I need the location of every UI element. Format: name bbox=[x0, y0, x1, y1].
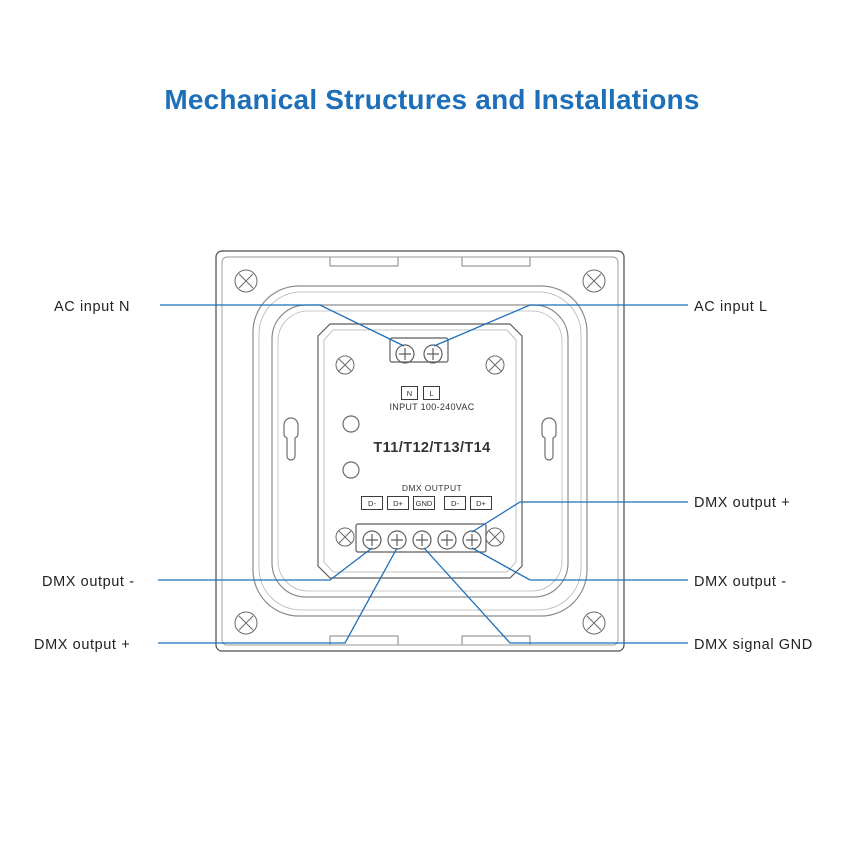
terminal-label-l: L bbox=[423, 386, 440, 400]
terminal-label-dmx-5: D+ bbox=[470, 496, 492, 510]
device-dmx-output-label: DMX OUTPUT bbox=[401, 483, 463, 493]
callout-dmx-output-plus-left: DMX output + bbox=[34, 637, 131, 653]
callout-dmx-output-minus-right: DMX output - bbox=[694, 574, 787, 590]
terminal-label-dmx-2: D+ bbox=[387, 496, 409, 510]
terminal-label-dmx-4: D- bbox=[444, 496, 466, 510]
terminal-label-dmx-3: GND bbox=[413, 496, 435, 510]
device-model-label: T11/T12/T13/T14 bbox=[373, 440, 491, 456]
device-input-rating: INPUT 100-240VAC bbox=[389, 402, 475, 412]
page-title: Mechanical Structures and Installations bbox=[164, 84, 700, 115]
callout-dmx-signal-gnd: DMX signal GND bbox=[694, 637, 813, 653]
callout-dmx-output-minus-left: DMX output - bbox=[42, 574, 135, 590]
callout-ac-input-l: AC input L bbox=[694, 299, 768, 315]
terminal-label-dmx-1: D- bbox=[361, 496, 383, 510]
callout-ac-input-n: AC input N bbox=[54, 299, 131, 315]
terminal-label-n: N bbox=[401, 386, 418, 400]
callout-dmx-output-plus-right: DMX output + bbox=[694, 495, 791, 511]
